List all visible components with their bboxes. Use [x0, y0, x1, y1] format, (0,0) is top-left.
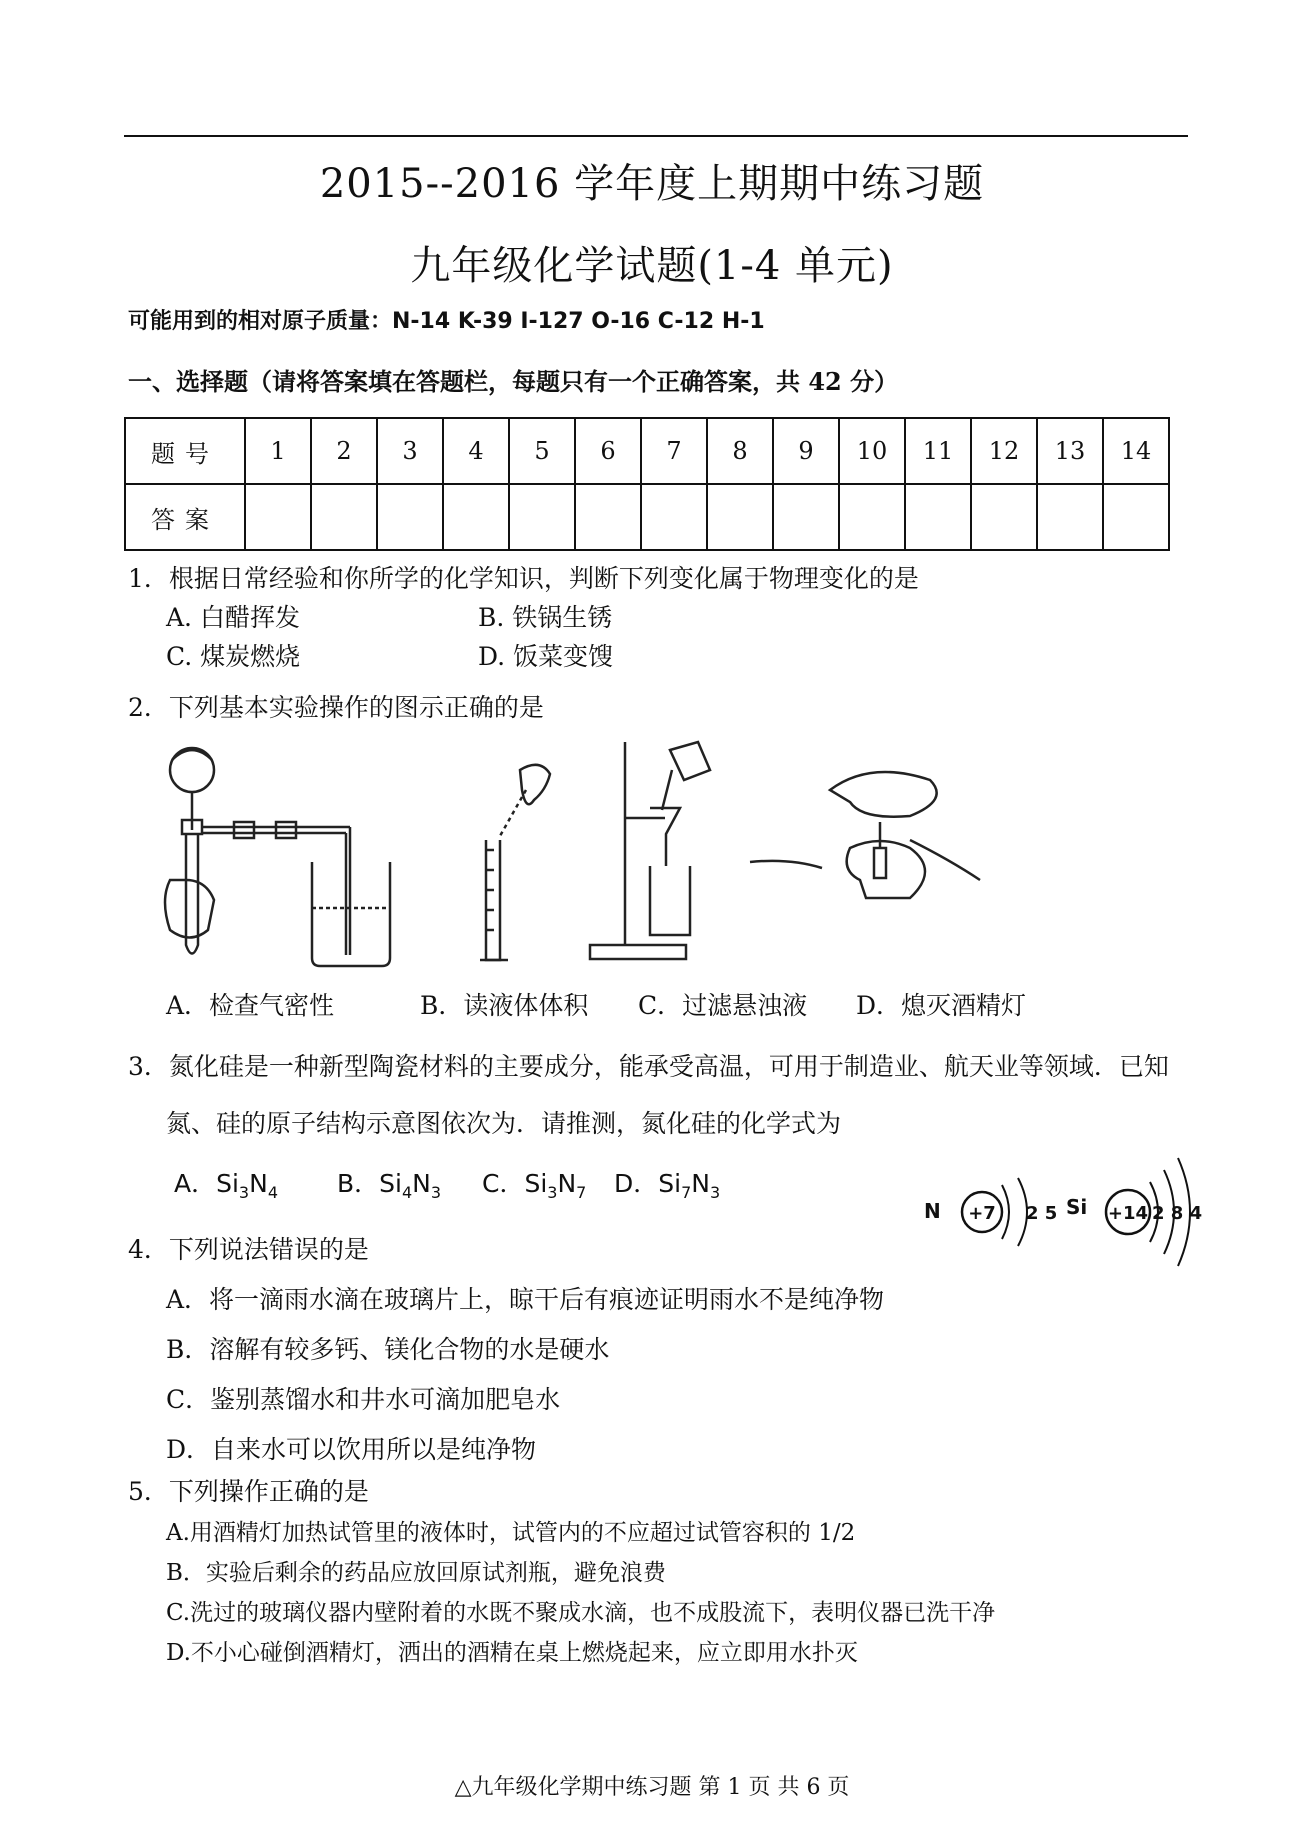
option-a-caption: A．检查气密性 [166, 991, 335, 1020]
page-title: 2015--2016 学年度上期期中练习题 [319, 161, 985, 207]
silicon-nucleus-charge: +14 [1107, 1203, 1149, 1224]
filtration-illustration [590, 742, 710, 959]
answer-cell[interactable] [509, 484, 575, 550]
question-number: 11 [905, 418, 971, 484]
question-1-option-d: D. 饭菜变馊 [478, 642, 614, 671]
answer-cell[interactable] [245, 484, 311, 550]
question-3-option-c [482, 1164, 586, 1202]
question-number: 6 [575, 418, 641, 484]
question-5-option-b: B．实验后剩余的药品应放回原试剂瓶，避免浪费 [166, 1560, 666, 1586]
answer-cell[interactable] [1037, 484, 1103, 550]
option-b-label: B．Si [337, 1169, 402, 1198]
question-number: 9 [773, 418, 839, 484]
answer-cell[interactable] [707, 484, 773, 550]
question-1-option-c: C. 煤炭燃烧 [166, 642, 301, 671]
option-b-caption: B．读液体体积 [420, 991, 589, 1020]
nitrogen-nucleus-charge: +7 [968, 1203, 996, 1224]
question-number: 8 [707, 418, 773, 484]
silicon-symbol: Si [1066, 1195, 1088, 1219]
option-d-subscript-2: 3 [709, 1183, 721, 1202]
atomic-masses: 可能用到的相对原子质量：N-14 K-39 I-127 O-16 C-12 H-1 [128, 309, 765, 334]
top-rule [124, 135, 1188, 137]
lab-operations-figure [150, 730, 1070, 970]
answer-table-answer-row [125, 484, 1169, 550]
question-1-option-b: B. 铁锅生锈 [478, 603, 613, 632]
question-5-option-a: A.用酒精灯加热试管里的液体时，试管内的不应超过试管容积的 1/2 [166, 1520, 856, 1546]
page-subtitle: 九年级化学试题(1-4 单元) [410, 243, 894, 289]
option-b-element: N [412, 1169, 431, 1198]
option-a-element: N [249, 1169, 268, 1198]
extinguish-lamp-illustration [750, 772, 980, 898]
option-c-label: C．Si [482, 1169, 548, 1198]
question-number: 12 [971, 418, 1037, 484]
question-3-stem-line-1: 3．氮化硅是一种新型陶瓷材料的主要成分，能承受高温，可用于制造业、航天业等领域．已知 [128, 1052, 1169, 1081]
section-heading: 一、选择题（请将答案填在答题栏，每题只有一个正确答案，共 42 分） [128, 367, 899, 396]
question-5-option-c: C.洗过的玻璃仪器内壁附着的水既不聚成水滴，也不成股流下，表明仪器已洗干净 [166, 1600, 996, 1626]
answer-cell[interactable] [311, 484, 377, 550]
answer-table-number-row [125, 418, 1169, 484]
option-c-element: N [557, 1169, 577, 1198]
option-c-subscript-2: 7 [576, 1183, 587, 1202]
question-4-option-d: D．自来水可以饮用所以是纯净物 [166, 1435, 537, 1464]
answer-label: 答案 [125, 484, 245, 550]
question-3-option-a [174, 1164, 278, 1202]
answer-cell[interactable] [377, 484, 443, 550]
question-2-stem: 2．下列基本实验操作的图示正确的是 [128, 693, 544, 722]
atomic-structure-diagrams [920, 1140, 1220, 1280]
question-4-stem: 4．下列说法错误的是 [128, 1235, 369, 1264]
question-3-stem-line-2: 氮、硅的原子结构示意图依次为．请推测，氮化硅的化学式为 [166, 1109, 842, 1138]
answer-cell[interactable] [905, 484, 971, 550]
option-c-caption: C．过滤悬浊液 [638, 991, 808, 1020]
option-c-subscript-1: 3 [547, 1183, 558, 1202]
nitrogen-symbol: N [924, 1199, 941, 1223]
answer-table [124, 417, 1170, 551]
answer-cell[interactable] [641, 484, 707, 550]
silicon-shell-electrons: 2 8 4 [1152, 1203, 1203, 1224]
question-5-stem: 5．下列操作正确的是 [128, 1477, 369, 1506]
answer-cell[interactable] [443, 484, 509, 550]
question-number: 4 [443, 418, 509, 484]
question-5-option-d: D.不小心碰倒酒精灯，洒出的酒精在桌上燃烧起来，应立即用水扑灭 [166, 1640, 858, 1666]
page-footer: △九年级化学期中练习题 第 1 页 共 6 页 [454, 1775, 850, 1800]
question-3-option-b [337, 1164, 441, 1202]
question-3-option-d [614, 1164, 720, 1202]
airtightness-check-illustration [165, 748, 390, 966]
option-d-caption: D．熄灭酒精灯 [856, 991, 1027, 1020]
question-1-option-a: A. 白醋挥发 [166, 603, 300, 632]
answer-cell[interactable] [1103, 484, 1169, 550]
option-b-subscript-1: 4 [401, 1183, 413, 1202]
question-number: 7 [641, 418, 707, 484]
option-b-subscript-2: 3 [430, 1183, 442, 1202]
option-a-subscript-1: 3 [238, 1183, 250, 1202]
question-1-stem: 1．根据日常经验和你所学的化学知识，判断下列变化属于物理变化的是 [128, 564, 919, 593]
answer-cell[interactable] [839, 484, 905, 550]
question-4-option-a: A．将一滴雨水滴在玻璃片上，晾干后有痕迹证明雨水不是纯净物 [166, 1285, 885, 1314]
option-d-element: N [691, 1169, 710, 1198]
question-number: 2 [311, 418, 377, 484]
question-number: 14 [1103, 418, 1169, 484]
question-number: 13 [1037, 418, 1103, 484]
read-volume-illustration [480, 765, 550, 960]
question-number: 1 [245, 418, 311, 484]
answer-cell[interactable] [575, 484, 641, 550]
question-4-option-b: B．溶解有较多钙、镁化合物的水是硬水 [166, 1335, 610, 1364]
answer-cell[interactable] [971, 484, 1037, 550]
option-a-subscript-2: 4 [267, 1183, 278, 1202]
question-4-option-c: C．鉴别蒸馏水和井水可滴加肥皂水 [166, 1385, 561, 1414]
option-d-label: D．Si [614, 1169, 682, 1198]
option-d-subscript-1: 7 [681, 1183, 692, 1202]
option-a-label: A．Si [174, 1169, 239, 1198]
question-number: 5 [509, 418, 575, 484]
nitrogen-shell-electrons: 2 5 [1026, 1203, 1058, 1224]
answer-cell[interactable] [773, 484, 839, 550]
question-number-label: 题号 [125, 418, 245, 484]
question-number: 10 [839, 418, 905, 484]
question-number: 3 [377, 418, 443, 484]
